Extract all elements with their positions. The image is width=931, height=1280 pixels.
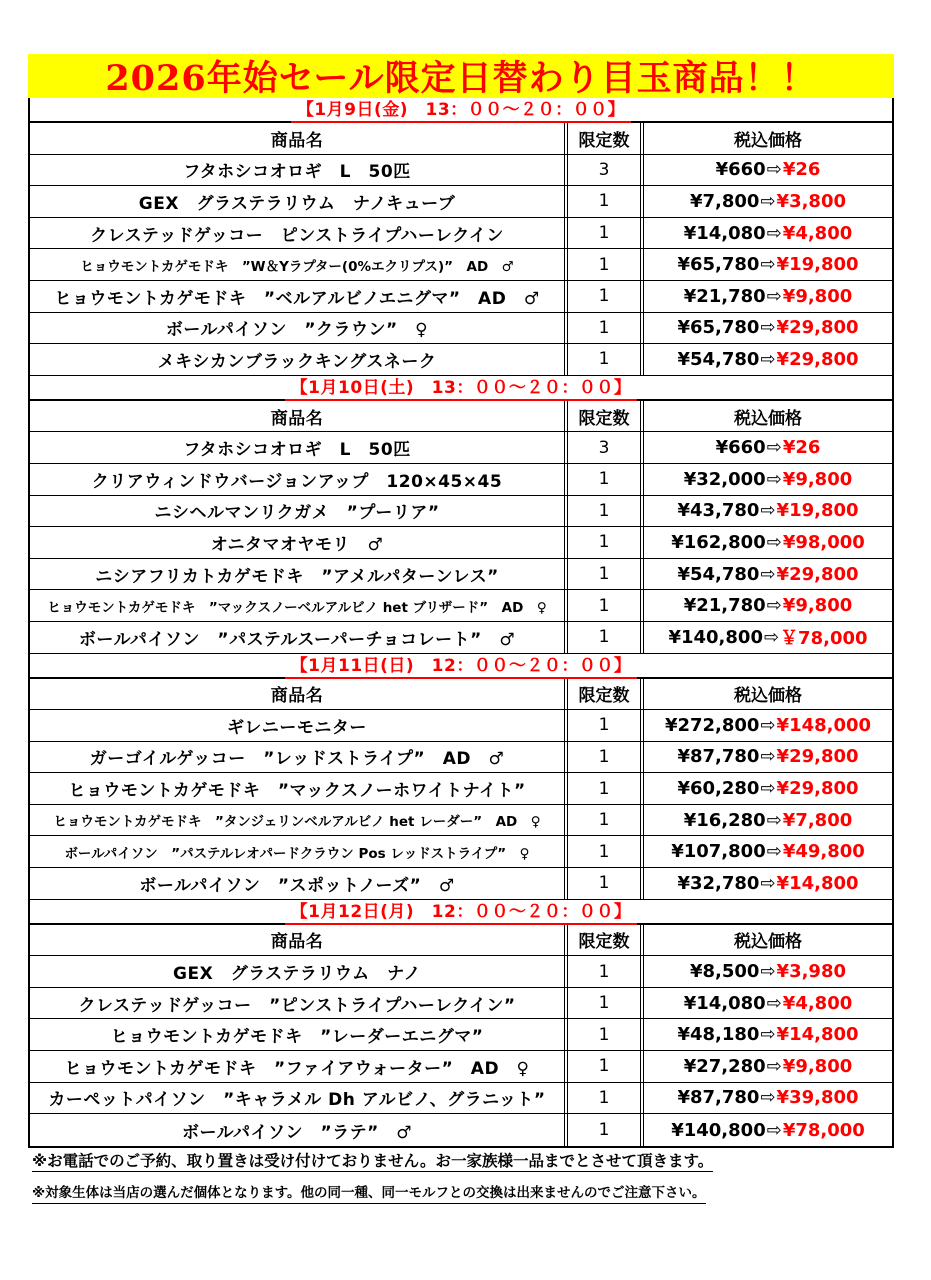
price-cell [644,559,892,590]
limit-qty: 1 [568,313,644,344]
limit-qty: 1 [568,590,644,621]
table-row [30,249,892,281]
product-name: ヒョウモントカゲモドキ ”ファイアウォーター” AD ♀ [30,1051,568,1082]
table-header-row [30,401,892,433]
sale-price: ¥19,800 [776,254,859,276]
price-cell [644,1019,892,1050]
regular-price: ¥21,780 [683,595,766,617]
header-limit-qty: 限定数 [568,401,644,432]
table-row [30,742,892,774]
product-name: ボールパイソン ”クラウン” ♀ [30,313,568,344]
sale-price: ¥26 [782,159,821,181]
limit-qty: 1 [568,527,644,558]
table-row [30,590,892,622]
table-row [30,1051,892,1083]
table-row [30,344,892,376]
sale-price: ¥26 [782,437,821,459]
limit-qty: 1 [568,773,644,804]
day-section [30,376,892,654]
product-name: ヒョウモントカゲモドキ ”レーダーエニグマ” [30,1019,568,1050]
limit-qty: 1 [568,281,644,312]
price-cell [644,1114,892,1146]
price-cell [644,805,892,836]
product-name: クリアウィンドウバージョンアップ 120×45×45 [30,464,568,495]
arrow-icon: ⇨ [766,809,782,831]
arrow-icon: ⇨ [766,159,782,181]
product-name: ギレニーモニター [30,710,568,741]
header-limit-qty: 限定数 [568,925,644,956]
arrow-icon: ⇨ [760,348,776,370]
sale-price: ¥4,800 [782,992,853,1014]
date-heading: 【1月9日(金) 13：００～２０：００】 [291,100,631,123]
limit-qty: 1 [568,956,644,987]
sale-price: ¥29,800 [776,317,859,339]
product-name: ボールパイソン ”パステルレオパードクラウン Pos レッドストライプ” ♀ [30,836,568,867]
arrow-icon: ⇨ [760,961,776,983]
sale-price: ¥39,800 [776,1087,859,1109]
regular-price: ¥54,780 [677,563,760,585]
regular-price: ¥162,800 [671,531,766,553]
sale-price: ¥9,800 [782,1055,853,1077]
product-name: GEX グラステラリウム ナノキューブ [30,186,568,217]
table-row [30,496,892,528]
product-name: カーペットパイソン ”キャラメル Dh アルビノ、グラニット” [30,1083,568,1114]
date-heading: 【1月12日(月) 12：００～２０：００】 [285,902,638,925]
table-row [30,868,892,900]
price-cell [644,527,892,558]
price-cell [644,710,892,741]
price-cell [644,868,892,899]
limit-qty: 1 [568,742,644,773]
header-limit-qty: 限定数 [568,123,644,154]
date-row [30,98,892,123]
page-title: 2026年始セール限定日替わり目玉商品！！ [105,58,817,99]
price-cell [644,249,892,280]
price-cell [644,496,892,527]
page-title-banner [28,54,894,98]
table-row [30,559,892,591]
product-name: ガーゴイルゲッコー ”レッドストライプ” AD ♂ [30,742,568,773]
product-name: ボールパイソン ”スポットノーズ” ♂ [30,868,568,899]
product-name: ヒョウモントカゲモドキ ”マックスノーホワイトナイト” [30,773,568,804]
arrow-icon: ⇨ [760,778,776,800]
arrow-icon: ⇨ [760,317,776,339]
limit-qty: 1 [568,559,644,590]
header-price: 税込価格 [734,408,802,429]
regular-price: ¥32,000 [683,468,766,490]
regular-price: ¥107,800 [671,841,766,863]
sale-price: ¥19,800 [776,500,859,522]
product-name: ボールパイソン ”ラテ” ♂ [30,1114,568,1146]
arrow-icon: ⇨ [760,500,776,522]
table-row [30,432,892,464]
limit-qty: 1 [568,710,644,741]
product-name: オニタマオヤモリ ♂ [30,527,568,558]
price-cell [644,742,892,773]
limit-qty: 1 [568,496,644,527]
table-row [30,218,892,250]
table-row [30,186,892,218]
table-header-row [30,925,892,957]
table-row [30,1083,892,1115]
table-row [30,155,892,187]
limit-qty: 1 [568,836,644,867]
product-name: GEX グラステラリウム ナノ [30,956,568,987]
price-cell [644,218,892,249]
regular-price: ¥87,780 [677,1087,760,1109]
table-header-row [30,123,892,155]
date-row [30,900,892,925]
regular-price: ¥43,780 [677,500,760,522]
limit-qty: 1 [568,622,644,653]
price-cell [644,281,892,312]
arrow-icon: ⇨ [760,190,776,212]
sale-price: ¥9,800 [782,285,853,307]
regular-price: ¥14,080 [683,992,766,1014]
limit-qty: 1 [568,218,644,249]
date-heading: 【1月11日(日) 12：００～２０：００】 [285,656,638,679]
regular-price: ¥87,780 [677,746,760,768]
price-cell [644,344,892,375]
product-name: ヒョウモントカゲモドキ ”W＆Yラプター(0%エクリプス)” AD ♂ [30,249,568,280]
date-heading: 【1月10日(土) 13：００～２０：００】 [285,378,638,401]
arrow-icon: ⇨ [766,468,782,490]
header-price: 税込価格 [734,932,802,953]
sale-price: ¥29,800 [776,778,859,800]
sale-price: ¥4,800 [782,222,853,244]
limit-qty: 1 [568,464,644,495]
limit-qty: 1 [568,1083,644,1114]
arrow-icon: ⇨ [760,872,776,894]
arrow-icon: ⇨ [766,841,782,863]
sale-price: ¥9,800 [782,468,853,490]
arrow-icon: ⇨ [760,714,776,736]
table-row [30,622,892,654]
product-name: クレステッドゲッコー ”ピンストライプハーレクイン” [30,988,568,1019]
header-product-name: 商品名 [30,679,568,710]
sale-price: ￥78,000 [780,628,868,650]
arrow-icon: ⇨ [766,222,782,244]
price-cell [644,1051,892,1082]
price-cell [644,432,892,463]
arrow-icon: ⇨ [760,1087,776,1109]
header-price: 税込価格 [734,686,802,707]
day-section [30,900,892,1146]
arrow-icon: ⇨ [766,1055,782,1077]
limit-qty: 1 [568,1114,644,1146]
table-header-row [30,679,892,711]
product-name: クレステッドゲッコー ピンストライプハーレクイン [30,218,568,249]
arrow-icon: ⇨ [763,626,780,648]
arrow-icon: ⇨ [760,254,776,276]
price-cell [644,155,892,186]
regular-price: ¥48,180 [677,1024,760,1046]
note-individual: ※対象生体は当店の選んだ個体となります。他の同一種、同一モルフとの交換は出来ませんのでご注意下さい。 [32,1184,706,1204]
sale-table [28,98,894,1148]
date-row [30,376,892,401]
header-product-name: 商品名 [30,123,568,154]
table-row [30,773,892,805]
header-product-name: 商品名 [30,401,568,432]
regular-price: ¥27,280 [683,1055,766,1077]
date-row [30,654,892,679]
arrow-icon: ⇨ [766,437,782,459]
day-section [30,98,892,376]
price-cell [644,988,892,1019]
limit-qty: 1 [568,1019,644,1050]
regular-price: ¥7,800 [689,190,760,212]
price-cell [644,464,892,495]
table-row [30,464,892,496]
limit-qty: 1 [568,249,644,280]
price-cell [644,186,892,217]
regular-price: ¥140,800 [668,626,763,648]
arrow-icon: ⇨ [766,1119,782,1141]
regular-price: ¥21,780 [683,285,766,307]
price-cell [644,313,892,344]
regular-price: ¥32,780 [677,872,760,894]
limit-qty: 1 [568,868,644,899]
product-name: ヒョウモントカゲモドキ ”タンジェリンベルアルビノ het レーダー” AD ♀ [30,805,568,836]
regular-price: ¥140,800 [671,1119,766,1141]
header-product-name: 商品名 [30,925,568,956]
price-cell [644,773,892,804]
sale-price: ¥7,800 [782,809,853,831]
regular-price: ¥65,780 [677,254,760,276]
limit-qty: 1 [568,988,644,1019]
product-name: ニシアフリカトカゲモドキ ”アメルパターンレス” [30,559,568,590]
header-price: 税込価格 [734,130,802,151]
sale-price: ¥148,000 [776,714,872,736]
arrow-icon: ⇨ [766,531,782,553]
limit-qty: 1 [568,186,644,217]
regular-price: ¥16,280 [683,809,766,831]
arrow-icon: ⇨ [766,992,782,1014]
product-name: ヒョウモントカゲモドキ ”マックスノーベルアルビノ het ブリザード” AD ♀ [30,590,568,621]
sale-price: ¥3,800 [776,190,847,212]
product-name: ヒョウモントカゲモドキ ”ベルアルビノエニグマ” AD ♂ [30,281,568,312]
arrow-icon: ⇨ [760,746,776,768]
limit-qty: 1 [568,344,644,375]
price-cell [644,590,892,621]
sale-price: ¥29,800 [776,563,859,585]
product-name: フタホシコオロギ L 50匹 [30,432,568,463]
product-name: フタホシコオロギ L 50匹 [30,155,568,186]
arrow-icon: ⇨ [766,595,782,617]
day-section [30,654,892,900]
regular-price: ¥660 [715,159,766,181]
sale-price: ¥14,800 [776,872,859,894]
arrow-icon: ⇨ [760,563,776,585]
table-row [30,281,892,313]
sale-price: ¥49,800 [782,841,865,863]
regular-price: ¥660 [715,437,766,459]
price-cell [644,622,892,653]
arrow-icon: ⇨ [766,285,782,307]
limit-qty: 1 [568,1051,644,1082]
sale-price: ¥9,800 [782,595,853,617]
sale-price: ¥29,800 [776,348,859,370]
arrow-icon: ⇨ [760,1024,776,1046]
product-name: メキシカンブラックキングスネーク [30,344,568,375]
limit-qty: 3 [568,432,644,463]
table-row [30,988,892,1020]
regular-price: ¥65,780 [677,317,760,339]
sale-price: ¥3,980 [776,961,847,983]
regular-price: ¥272,800 [664,714,760,736]
table-row [30,836,892,868]
regular-price: ¥54,780 [677,348,760,370]
regular-price: ¥14,080 [683,222,766,244]
product-name: ボールパイソン ”パステルスーパーチョコレート” ♂ [30,622,568,653]
regular-price: ¥60,280 [677,778,760,800]
price-cell [644,956,892,987]
price-cell [644,836,892,867]
table-row [30,956,892,988]
table-row [30,1114,892,1146]
table-row [30,313,892,345]
sale-price: ¥14,800 [776,1024,859,1046]
table-row [30,527,892,559]
sale-price: ¥29,800 [776,746,859,768]
product-name: ニシヘルマンリクガメ ”プーリア” [30,496,568,527]
header-limit-qty: 限定数 [568,679,644,710]
limit-qty: 3 [568,155,644,186]
sale-price: ¥78,000 [782,1119,865,1141]
table-row [30,710,892,742]
note-reservation: ※お電話でのご予約、取り置きは受け付けておりません。お一家族様一品までとさせて頂きます。 [32,1152,714,1170]
limit-qty: 1 [568,805,644,836]
price-cell [644,1083,892,1114]
sale-price: ¥98,000 [782,531,865,553]
table-row [30,805,892,837]
table-row [30,1019,892,1051]
regular-price: ¥8,500 [689,961,760,983]
